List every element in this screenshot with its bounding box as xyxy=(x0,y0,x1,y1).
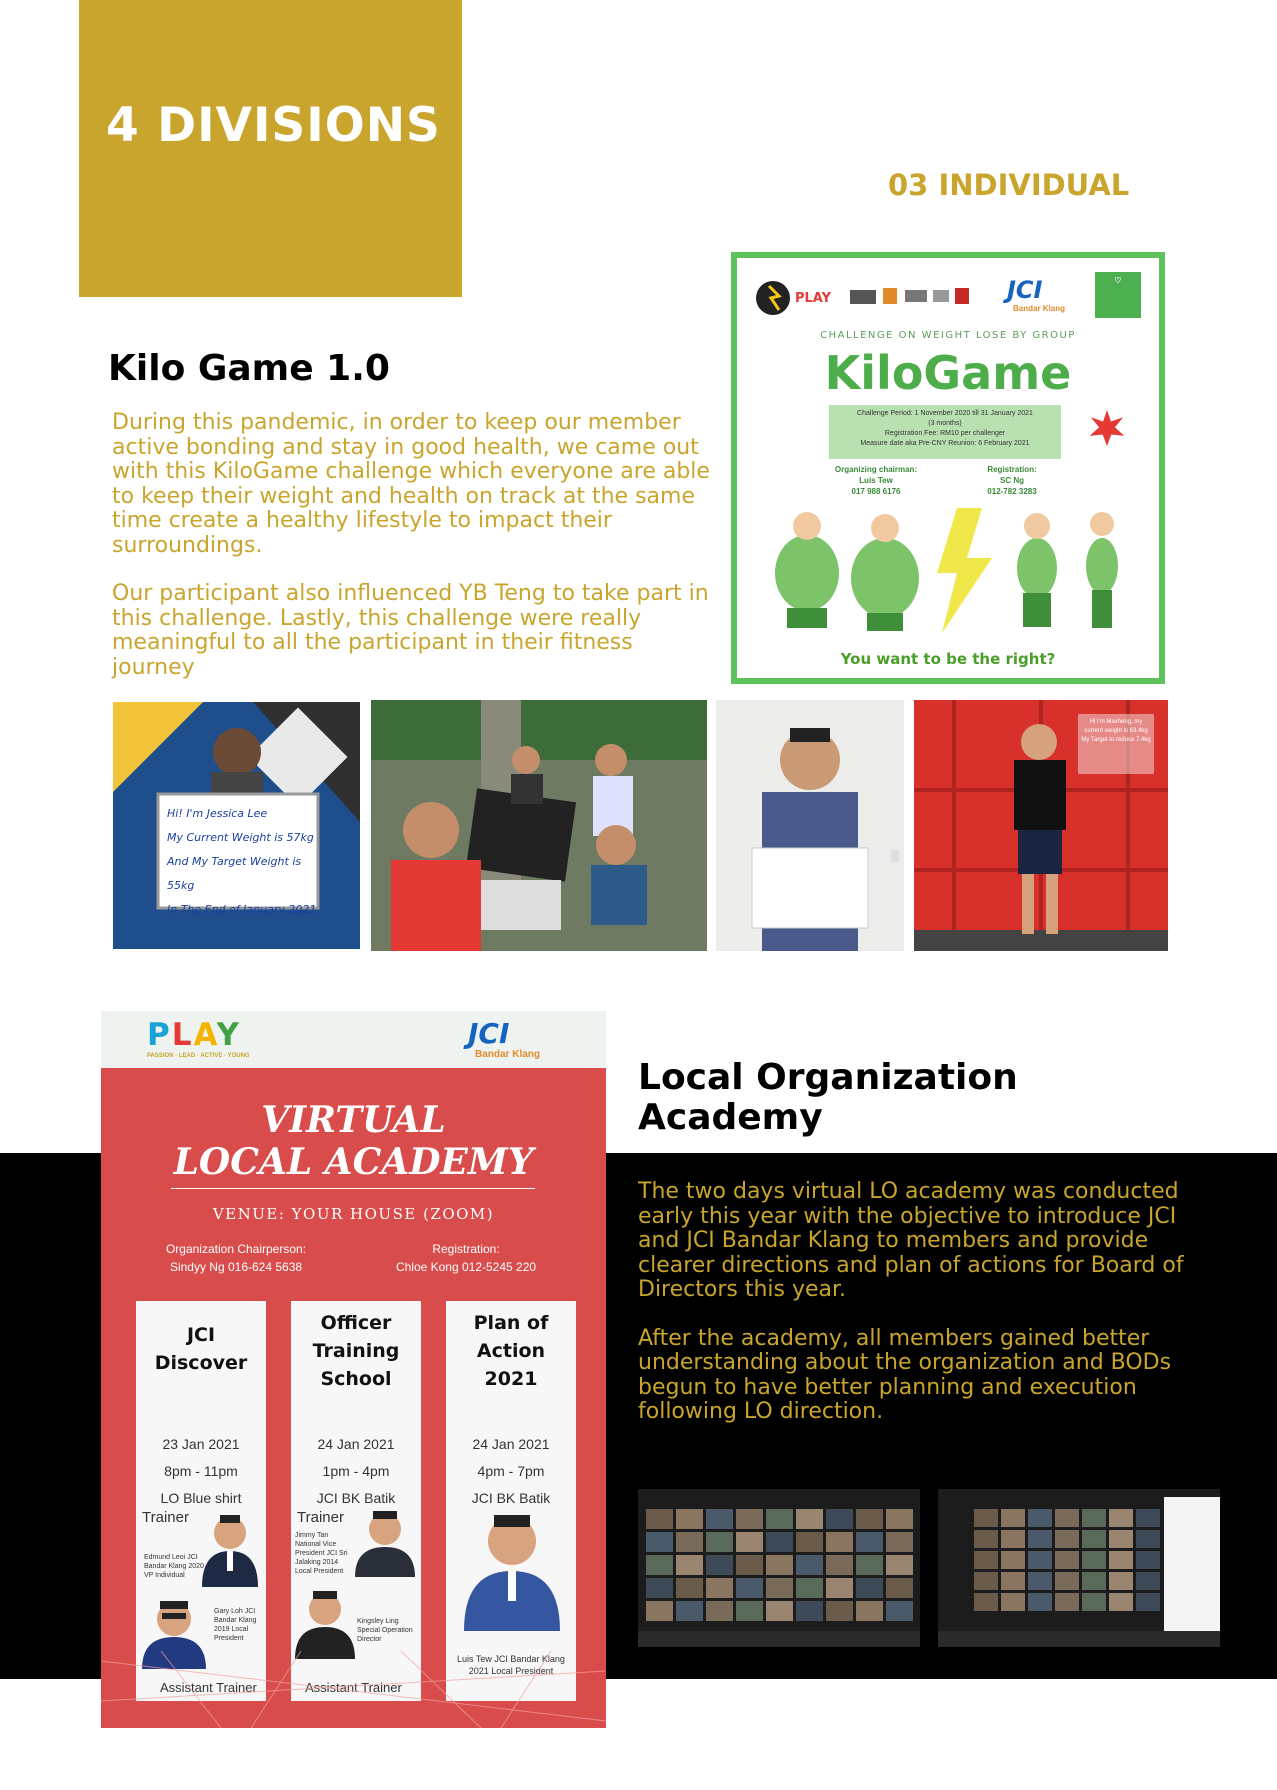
jci-logo: JCI xyxy=(468,1017,510,1050)
video-tile xyxy=(766,1578,793,1598)
poster-info-measure: Measure date aka Pre-CNY Reunion: 6 February 2021 xyxy=(860,440,1030,447)
before-after-figures-illustration xyxy=(757,498,1147,638)
session-date: 24 Jan 2021 xyxy=(317,1436,395,1452)
video-tile xyxy=(856,1555,883,1575)
registration-label: Registration: xyxy=(987,465,1037,474)
video-tile xyxy=(766,1509,793,1529)
trainer-label: Trainer xyxy=(297,1509,344,1526)
video-tile xyxy=(886,1601,913,1621)
video-tile xyxy=(856,1601,883,1621)
video-tile xyxy=(1055,1530,1079,1548)
video-tile xyxy=(886,1509,913,1529)
video-tile xyxy=(1136,1530,1160,1548)
video-tile xyxy=(706,1601,733,1621)
assistant-trainer-label: Assistant Trainer xyxy=(305,1680,402,1695)
session-time: 4pm - 7pm xyxy=(477,1463,545,1479)
chairperson-contact xyxy=(151,1240,321,1276)
kilo-paragraph-2: Our participant also influenced YB Teng to take part in this challenge. Lastly, this challenge were really meaningful to all the participant in their fitness journey xyxy=(112,581,709,680)
poster-organizer xyxy=(821,464,931,497)
section-label: 03 INDIVIDUAL xyxy=(888,168,1130,202)
video-tile xyxy=(1082,1509,1106,1527)
poster-info-period: Challenge Period: 1 November 2020 till 31 January 2021 xyxy=(857,410,1033,417)
video-tile xyxy=(1082,1530,1106,1548)
video-tile xyxy=(646,1601,673,1621)
play-tagline: PASSION · LEAD · ACTIVE · YOUNG xyxy=(147,1053,250,1059)
session-title: Plan of Action 2021 xyxy=(473,1312,549,1390)
video-tile xyxy=(796,1532,823,1552)
note-line-1: Hi I'm Maxheng, my current weight is 63.4kg xyxy=(1084,719,1148,734)
sponsor-logos xyxy=(755,276,1145,318)
trainer-name: Edmund Leoi JCI Bandar Klang 2020 VP Individual xyxy=(144,1554,204,1579)
kilo-paragraph-1: During this pandemic, in order to keep our member active bonding and stay in good health, we came out with this KiloGame challenge which everyone are able to keep their weight and health on track at the same time create a healthy lifestyle to impact their surroundings. xyxy=(112,410,710,558)
video-tile xyxy=(826,1509,853,1529)
video-tile xyxy=(1028,1551,1052,1569)
video-tile xyxy=(1001,1572,1025,1590)
sdg-health-icon: ♡ xyxy=(1095,272,1141,318)
video-tile xyxy=(1136,1572,1160,1590)
registration-name: SC Ng xyxy=(1000,476,1024,485)
red-door-note xyxy=(1080,718,1152,745)
chairperson-value: Sindyy Ng 016-624 5638 xyxy=(169,1260,303,1274)
video-tile xyxy=(1001,1530,1025,1548)
session-card-officer-training-school xyxy=(291,1301,421,1701)
header-gold-block xyxy=(79,0,462,297)
session-card-jci-discover xyxy=(136,1301,266,1701)
participant-photo-red-door xyxy=(914,700,1168,951)
session-title: JCI Discover xyxy=(154,1324,248,1374)
note-line-2: My Target to reduce 7.4kg xyxy=(1081,737,1151,743)
video-tile xyxy=(974,1551,998,1569)
video-tile xyxy=(736,1578,763,1598)
virtual-local-academy-title xyxy=(101,1099,606,1183)
video-tile xyxy=(796,1578,823,1598)
venue-text: VENUE: YOUR HOUSE (ZOOM) xyxy=(212,1205,495,1223)
video-tile xyxy=(1001,1593,1025,1611)
trainer-photo xyxy=(198,1511,262,1587)
video-tile xyxy=(676,1578,703,1598)
video-tile xyxy=(1001,1551,1025,1569)
lo-academy-title: Local Organization Academy xyxy=(638,1057,1018,1138)
video-tile xyxy=(766,1555,793,1575)
kilo-game-title: Kilo Game 1.0 xyxy=(108,348,390,389)
chairperson-label: Organization Chairperson: xyxy=(165,1242,307,1256)
play-logo: PLAY xyxy=(147,1017,241,1053)
poster-registration xyxy=(957,464,1067,497)
session-dresscode: LO Blue shirt xyxy=(160,1490,242,1506)
lo-academy-description xyxy=(638,1180,1208,1425)
page-title: 4 DIVISIONS xyxy=(106,98,441,153)
video-tile xyxy=(1055,1551,1079,1569)
video-tile xyxy=(1109,1551,1133,1569)
whiteboard-text xyxy=(167,802,317,922)
kilo-game-description xyxy=(112,411,712,680)
poster-info-fee: Registration Fee: RM10 per challenger xyxy=(884,430,1006,437)
registration-contact xyxy=(381,1240,551,1276)
whiteboard-line-2: My Current Weight is 57kg xyxy=(167,831,314,844)
promo-star-icon xyxy=(1089,410,1125,446)
virtual-local-academy-poster xyxy=(101,1011,606,1728)
whiteboard-line-1: Hi! I'm Jessica Lee xyxy=(167,807,268,820)
lo-paragraph-1: The two days virtual LO academy was conducted early this year with the objective to introduce JCI and JCI Bandar Klang to members and provide clearer directions and plan of actions for Board of Directors this year. xyxy=(638,1179,1184,1302)
poster-jci-logo: JCI xyxy=(1007,276,1043,304)
video-tile xyxy=(1055,1509,1079,1527)
video-tile xyxy=(736,1555,763,1575)
video-tile xyxy=(886,1555,913,1575)
organizer-phone: 017 988 6176 xyxy=(851,487,901,496)
vla-title-line-2: LOCAL ACADEMY xyxy=(173,1141,534,1183)
video-tile xyxy=(1028,1593,1052,1611)
lo-paragraph-2: After the academy, all members gained better understanding about the organization and BODs begun to have better planning and execution following LO direction. xyxy=(638,1325,1172,1424)
video-tile xyxy=(1055,1572,1079,1590)
video-tile xyxy=(766,1601,793,1621)
zoom-screenshot-2 xyxy=(938,1489,1220,1647)
video-tile xyxy=(676,1601,703,1621)
video-tile xyxy=(826,1578,853,1598)
video-tile xyxy=(796,1601,823,1621)
poster-subtitle: CHALLENGE ON WEIGHT LOSE BY GROUP xyxy=(820,330,1076,341)
video-tile xyxy=(1136,1509,1160,1527)
video-tile xyxy=(1136,1551,1160,1569)
assistant-trainer-name: Gary Loh JCI Bandar Klang 2019 Local President xyxy=(214,1608,257,1642)
trainer-label: Trainer xyxy=(142,1509,189,1526)
video-tile xyxy=(1082,1572,1106,1590)
video-tile xyxy=(736,1601,763,1621)
trainer-name: Jimmy Tan National Vice President JCI Sri Jalaking 2014 Local President xyxy=(295,1532,348,1575)
organizer-name: Luis Tew xyxy=(859,476,893,485)
poster-title: KiloGame xyxy=(824,346,1072,400)
video-tile xyxy=(646,1532,673,1552)
session-date: 23 Jan 2021 xyxy=(162,1436,240,1452)
poster-play-text: PLAY xyxy=(795,291,832,306)
video-tile xyxy=(736,1509,763,1529)
video-tile xyxy=(1082,1593,1106,1611)
video-tile xyxy=(706,1509,733,1529)
assistant-trainer-label: Assistant Trainer xyxy=(160,1680,257,1695)
video-tile xyxy=(1109,1509,1133,1527)
video-tile xyxy=(706,1578,733,1598)
assistant-trainer-name: Kingsley Ling Special Operation Director xyxy=(357,1618,413,1643)
video-tile xyxy=(676,1555,703,1575)
assistant-trainer-photo xyxy=(291,1587,359,1659)
session-card-plan-of-action xyxy=(446,1301,576,1701)
video-tile xyxy=(646,1509,673,1529)
video-tile xyxy=(974,1530,998,1548)
video-tile xyxy=(646,1555,673,1575)
jci-subtitle: Bandar Klang xyxy=(475,1049,541,1060)
video-tile xyxy=(796,1509,823,1529)
session-venue: JCI BK Batik xyxy=(316,1490,396,1506)
video-tile xyxy=(1109,1593,1133,1611)
poster-jci-sub: Bandar Klang xyxy=(1013,304,1066,313)
poster-info-box xyxy=(829,405,1061,459)
registration-value: Chloe Kong 012-5245 220 xyxy=(395,1260,537,1274)
session-time: 8pm - 11pm xyxy=(164,1463,238,1479)
video-tile xyxy=(1109,1572,1133,1590)
video-tile xyxy=(1028,1530,1052,1548)
video-tile xyxy=(1136,1593,1160,1611)
video-tile xyxy=(1001,1509,1025,1527)
zoom-screenshot-1 xyxy=(638,1489,920,1647)
poster-caption: You want to be the right? xyxy=(840,650,1056,668)
video-tile xyxy=(886,1532,913,1552)
participant-photo-group xyxy=(371,700,707,951)
session-date: 24 Jan 2021 xyxy=(472,1436,550,1452)
registration-label: Registration: xyxy=(432,1242,500,1256)
session-venue: JCI BK Batik xyxy=(471,1490,551,1506)
whiteboard-line-3: And My Target Weight is 55kg xyxy=(167,855,302,892)
video-tile xyxy=(1055,1593,1079,1611)
video-tile xyxy=(676,1509,703,1529)
session-time: 1pm - 4pm xyxy=(322,1463,390,1479)
decorative-net-pattern xyxy=(101,1651,606,1728)
video-tile xyxy=(736,1532,763,1552)
video-tile xyxy=(886,1578,913,1598)
video-tile xyxy=(974,1509,998,1527)
whiteboard-line-4: In The End of January 2021 xyxy=(167,903,317,916)
video-tile xyxy=(856,1532,883,1552)
video-tile xyxy=(646,1578,673,1598)
video-tile xyxy=(856,1578,883,1598)
trainer-photo xyxy=(460,1507,564,1631)
video-tile xyxy=(974,1572,998,1590)
participant-photo-whiteboard xyxy=(113,702,360,949)
video-tile xyxy=(676,1532,703,1552)
video-tile xyxy=(826,1601,853,1621)
organizer-label: Organizing chairman: xyxy=(834,465,918,474)
video-tile xyxy=(766,1532,793,1552)
trainer-name: Luis Tew JCI Bandar Klang 2021 Local President xyxy=(457,1654,565,1676)
video-tile xyxy=(856,1509,883,1529)
video-tile xyxy=(1082,1551,1106,1569)
session-title: Officer Training School xyxy=(312,1312,400,1390)
kilogame-poster xyxy=(731,252,1165,684)
title-divider xyxy=(171,1188,535,1189)
poster-info-months: (3 months) xyxy=(928,420,962,427)
video-tile xyxy=(1109,1530,1133,1548)
video-tile xyxy=(1028,1572,1052,1590)
registration-phone: 012-782 3283 xyxy=(987,487,1037,496)
trainer-photo xyxy=(349,1507,419,1577)
vla-title-line-1: VIRTUAL xyxy=(261,1099,446,1141)
video-tile xyxy=(826,1532,853,1552)
video-tile xyxy=(974,1593,998,1611)
video-tile xyxy=(706,1532,733,1552)
video-tile xyxy=(1028,1509,1052,1527)
video-tile xyxy=(826,1555,853,1575)
video-tile xyxy=(796,1555,823,1575)
video-tile xyxy=(706,1555,733,1575)
participant-photo-paper xyxy=(716,700,904,951)
